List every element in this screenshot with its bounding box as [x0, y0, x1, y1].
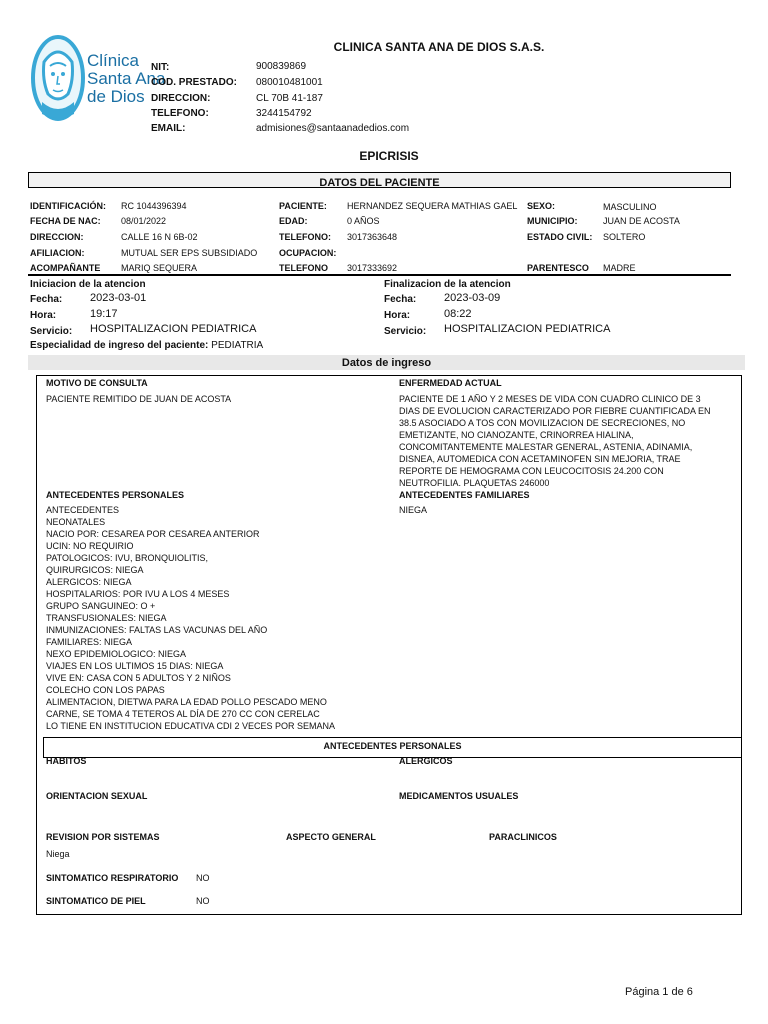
- parentesco-label: PARENTESCO: [527, 263, 589, 273]
- estado-civil-label: ESTADO CIVIL:: [527, 232, 593, 242]
- document-title: EPICRISIS: [359, 149, 419, 163]
- fin-servicio-label: Servicio:: [384, 326, 427, 337]
- paciente-direccion-value: CALLE 16 N 6B-02: [121, 232, 198, 242]
- edad-value: 0 AÑOS: [347, 216, 380, 226]
- fecha-nac-label: FECHA DE NAC:: [30, 216, 101, 226]
- motivo-label: MOTIVO DE CONSULTA: [46, 378, 148, 388]
- orientacion-label: ORIENTACION SEXUAL: [46, 791, 148, 801]
- fin-hora-label: Hora:: [384, 310, 411, 321]
- paraclinicos-label: PARACLINICOS: [489, 832, 557, 842]
- atencion-fin-title: Finalizacion de la atencion: [384, 279, 511, 290]
- clinic-name: CLINICA SANTA ANA DE DIOS S.A.S.: [333, 40, 545, 54]
- sexo-label: SEXO:: [527, 201, 556, 211]
- telefono-label: TELEFONO:: [151, 108, 209, 119]
- especialidad-line: [30, 340, 263, 351]
- ant-personales-text: ANTECEDENTES NEONATALES NACIO POR: CESAREA POR CESAREA ANTERIOR UCIN: NO REQUIRIO PATOLOGICOS: IVU, BRONQUIOLITIS, QUIRURGICOS: NIEGA ALERGICOS: NIEGA HOSPITALARIOS: POR IVU A LOS 4 MESES GRUPO SANGUINEO: O + TRANSFUSIONALES: NIEGA INMUNIZACIONES: FALTAS LAS VACUNAS DEL AÑO FAMILIARES: NIEGA NEXO EPIDEMIOLOGICO: NIEGA VIAJES EN LOS ULTIMOS 15 DIAS: NIEGA VIVE EN: CASA CON 5 ADULTOS Y 2 NIÑOS COLECHO CON LOS PAPAS ALIMENTACION, DIETWA PARA LA EDAD POLLO PESCADO MENO CARNE, SE TOMA 4 TETEROS AL DÍA DE 270 CC CON CERELAC LO TIENE EN INSTITUCION EDUCATIVA CDI 2 VECES POR SEMANA: [46, 505, 336, 731]
- patient-divider: [28, 274, 731, 276]
- ant-familiares-label: ANTECEDENTES FAMILIARES: [399, 490, 530, 500]
- logo-line-2: Santa Ana: [87, 69, 166, 88]
- email-value: admisiones@santaanadedios.com: [256, 123, 410, 134]
- motivo-text: PACIENTE REMITIDO DE JUAN DE ACOSTA: [46, 394, 232, 404]
- ant-personales-2-title: ANTECEDENTES PERSONALES: [323, 741, 462, 751]
- paciente-label: PACIENTE:: [279, 201, 327, 211]
- nit-value: 900839869: [256, 61, 307, 72]
- revision-text: Niega: [46, 849, 70, 859]
- especialidad-value: PEDIATRIA: [211, 340, 264, 351]
- sexo-value: MASCULINO: [603, 202, 657, 212]
- acompanante-telefono-label: TELEFONO: [279, 263, 328, 273]
- fecha-nac-value: 08/01/2022: [121, 216, 167, 226]
- acompanante-label: ACOMPAÑANTE: [30, 263, 101, 273]
- fin-fecha-value: 2023-03-09: [444, 292, 501, 304]
- enfermedad-text: PACIENTE DE 1 AÑO Y 2 MESES DE VIDA CON CUADRO CLINICO DE 3 DIAS DE EVOLUCION CARACTERIZADO POR FIEBRE CUANTIFICADA EN 38.5 ASOCIADO A TOS CON MOVILIZACION DE SECRECIONES, NO EMETIZANTE, NO CIANOZANTE, CRINORREA HIALINA, CONCOMITANTEMENTE MALESTAR GENERAL, ASTENIA, ADINAMIA, DISNEA, AUTOMEDICA CON ACETAMINOFEN SIN MEJORIA, TRAE REPORTE DE HEMOGRAMA CON LEUCOCITOSIS 24.200 CON NEUTROFILIA. PLAQUETAS 246000: [399, 394, 711, 488]
- inicio-hora-label: Hora:: [30, 310, 57, 321]
- revision-label: REVISION POR SISTEMAS: [46, 832, 160, 842]
- especialidad-label: Especialidad de ingreso del paciente:: [30, 340, 209, 351]
- fin-fecha-label: Fecha:: [384, 294, 417, 305]
- ant-familiares-text: NIEGA: [399, 505, 428, 515]
- direccion-label: DIRECCION:: [151, 93, 211, 104]
- direccion-value: CL 70B 41-187: [256, 93, 323, 104]
- enfermedad-label: ENFERMEDAD ACTUAL: [399, 378, 502, 388]
- logo-line-1: Clínica: [87, 51, 139, 70]
- parentesco-value: MADRE: [603, 263, 636, 273]
- afiliacion-label: AFILIACION:: [30, 248, 85, 258]
- sint-piel-value: NO: [196, 896, 210, 906]
- identificacion-label: IDENTIFICACIÓN:: [30, 201, 106, 211]
- paciente-telefono-value: 3017363648: [347, 232, 398, 242]
- inicio-fecha-label: Fecha:: [30, 294, 63, 305]
- fin-hora-value: 08:22: [444, 308, 472, 320]
- email-label: EMAIL:: [151, 123, 186, 134]
- cod-prestador-value: 080010481001: [256, 77, 323, 88]
- paciente-direccion-label: DIRECCION:: [30, 232, 84, 242]
- inicio-hora-value: 19:17: [90, 308, 118, 320]
- inicio-servicio-label: Servicio:: [30, 326, 73, 337]
- identificacion-value: RC 1044396394: [121, 201, 187, 211]
- telefono-value: 3244154792: [256, 108, 312, 119]
- page-number: Página 1 de 6: [625, 986, 693, 998]
- aspecto-label: ASPECTO GENERAL: [286, 832, 376, 842]
- fin-servicio-value: HOSPITALIZACION PEDIATRICA: [444, 323, 611, 335]
- patient-section-title: DATOS DEL PACIENTE: [319, 177, 440, 189]
- sint-resp-label: SINTOMATICO RESPIRATORIO: [46, 873, 179, 883]
- paciente-telefono-label: TELEFONO:: [279, 232, 331, 242]
- ant-personales-label: ANTECEDENTES PERSONALES: [46, 490, 185, 500]
- inicio-servicio-value: HOSPITALIZACION PEDIATRICA: [90, 323, 257, 335]
- alergicos-label: ALERGICOS: [399, 756, 453, 766]
- cod-prestador-label: COD. PRESTADO:: [151, 77, 237, 88]
- logo-line-3: de Dios: [87, 87, 145, 106]
- inicio-fecha-value: 2023-03-01: [90, 292, 147, 304]
- ocupacion-label: OCUPACION:: [279, 248, 337, 258]
- municipio-value: JUAN DE ACOSTA: [603, 216, 680, 226]
- nit-label: NIT:: [151, 62, 170, 73]
- edad-label: EDAD:: [279, 216, 308, 226]
- paciente-value: HERNANDEZ SEQUERA MATHIAS GAEL: [347, 201, 518, 211]
- acompanante-value: MARIQ SEQUERA: [121, 263, 198, 273]
- afiliacion-value: MUTUAL SER EPS SUBSIDIADO: [121, 248, 258, 258]
- sint-resp-value: NO: [196, 873, 210, 883]
- medicamentos-label: MEDICAMENTOS USUALES: [399, 791, 519, 801]
- municipio-label: MUNICIPIO:: [527, 216, 578, 226]
- acompanante-telefono-value: 3017333692: [347, 263, 398, 273]
- sint-piel-label: SINTOMATICO DE PIEL: [46, 896, 146, 906]
- habitos-label: HABITOS: [46, 756, 87, 766]
- atencion-inicio-title: Iniciacion de la atencion: [30, 279, 146, 290]
- estado-civil-value: SOLTERO: [603, 232, 646, 242]
- ingreso-section-title: Datos de ingreso: [341, 357, 432, 369]
